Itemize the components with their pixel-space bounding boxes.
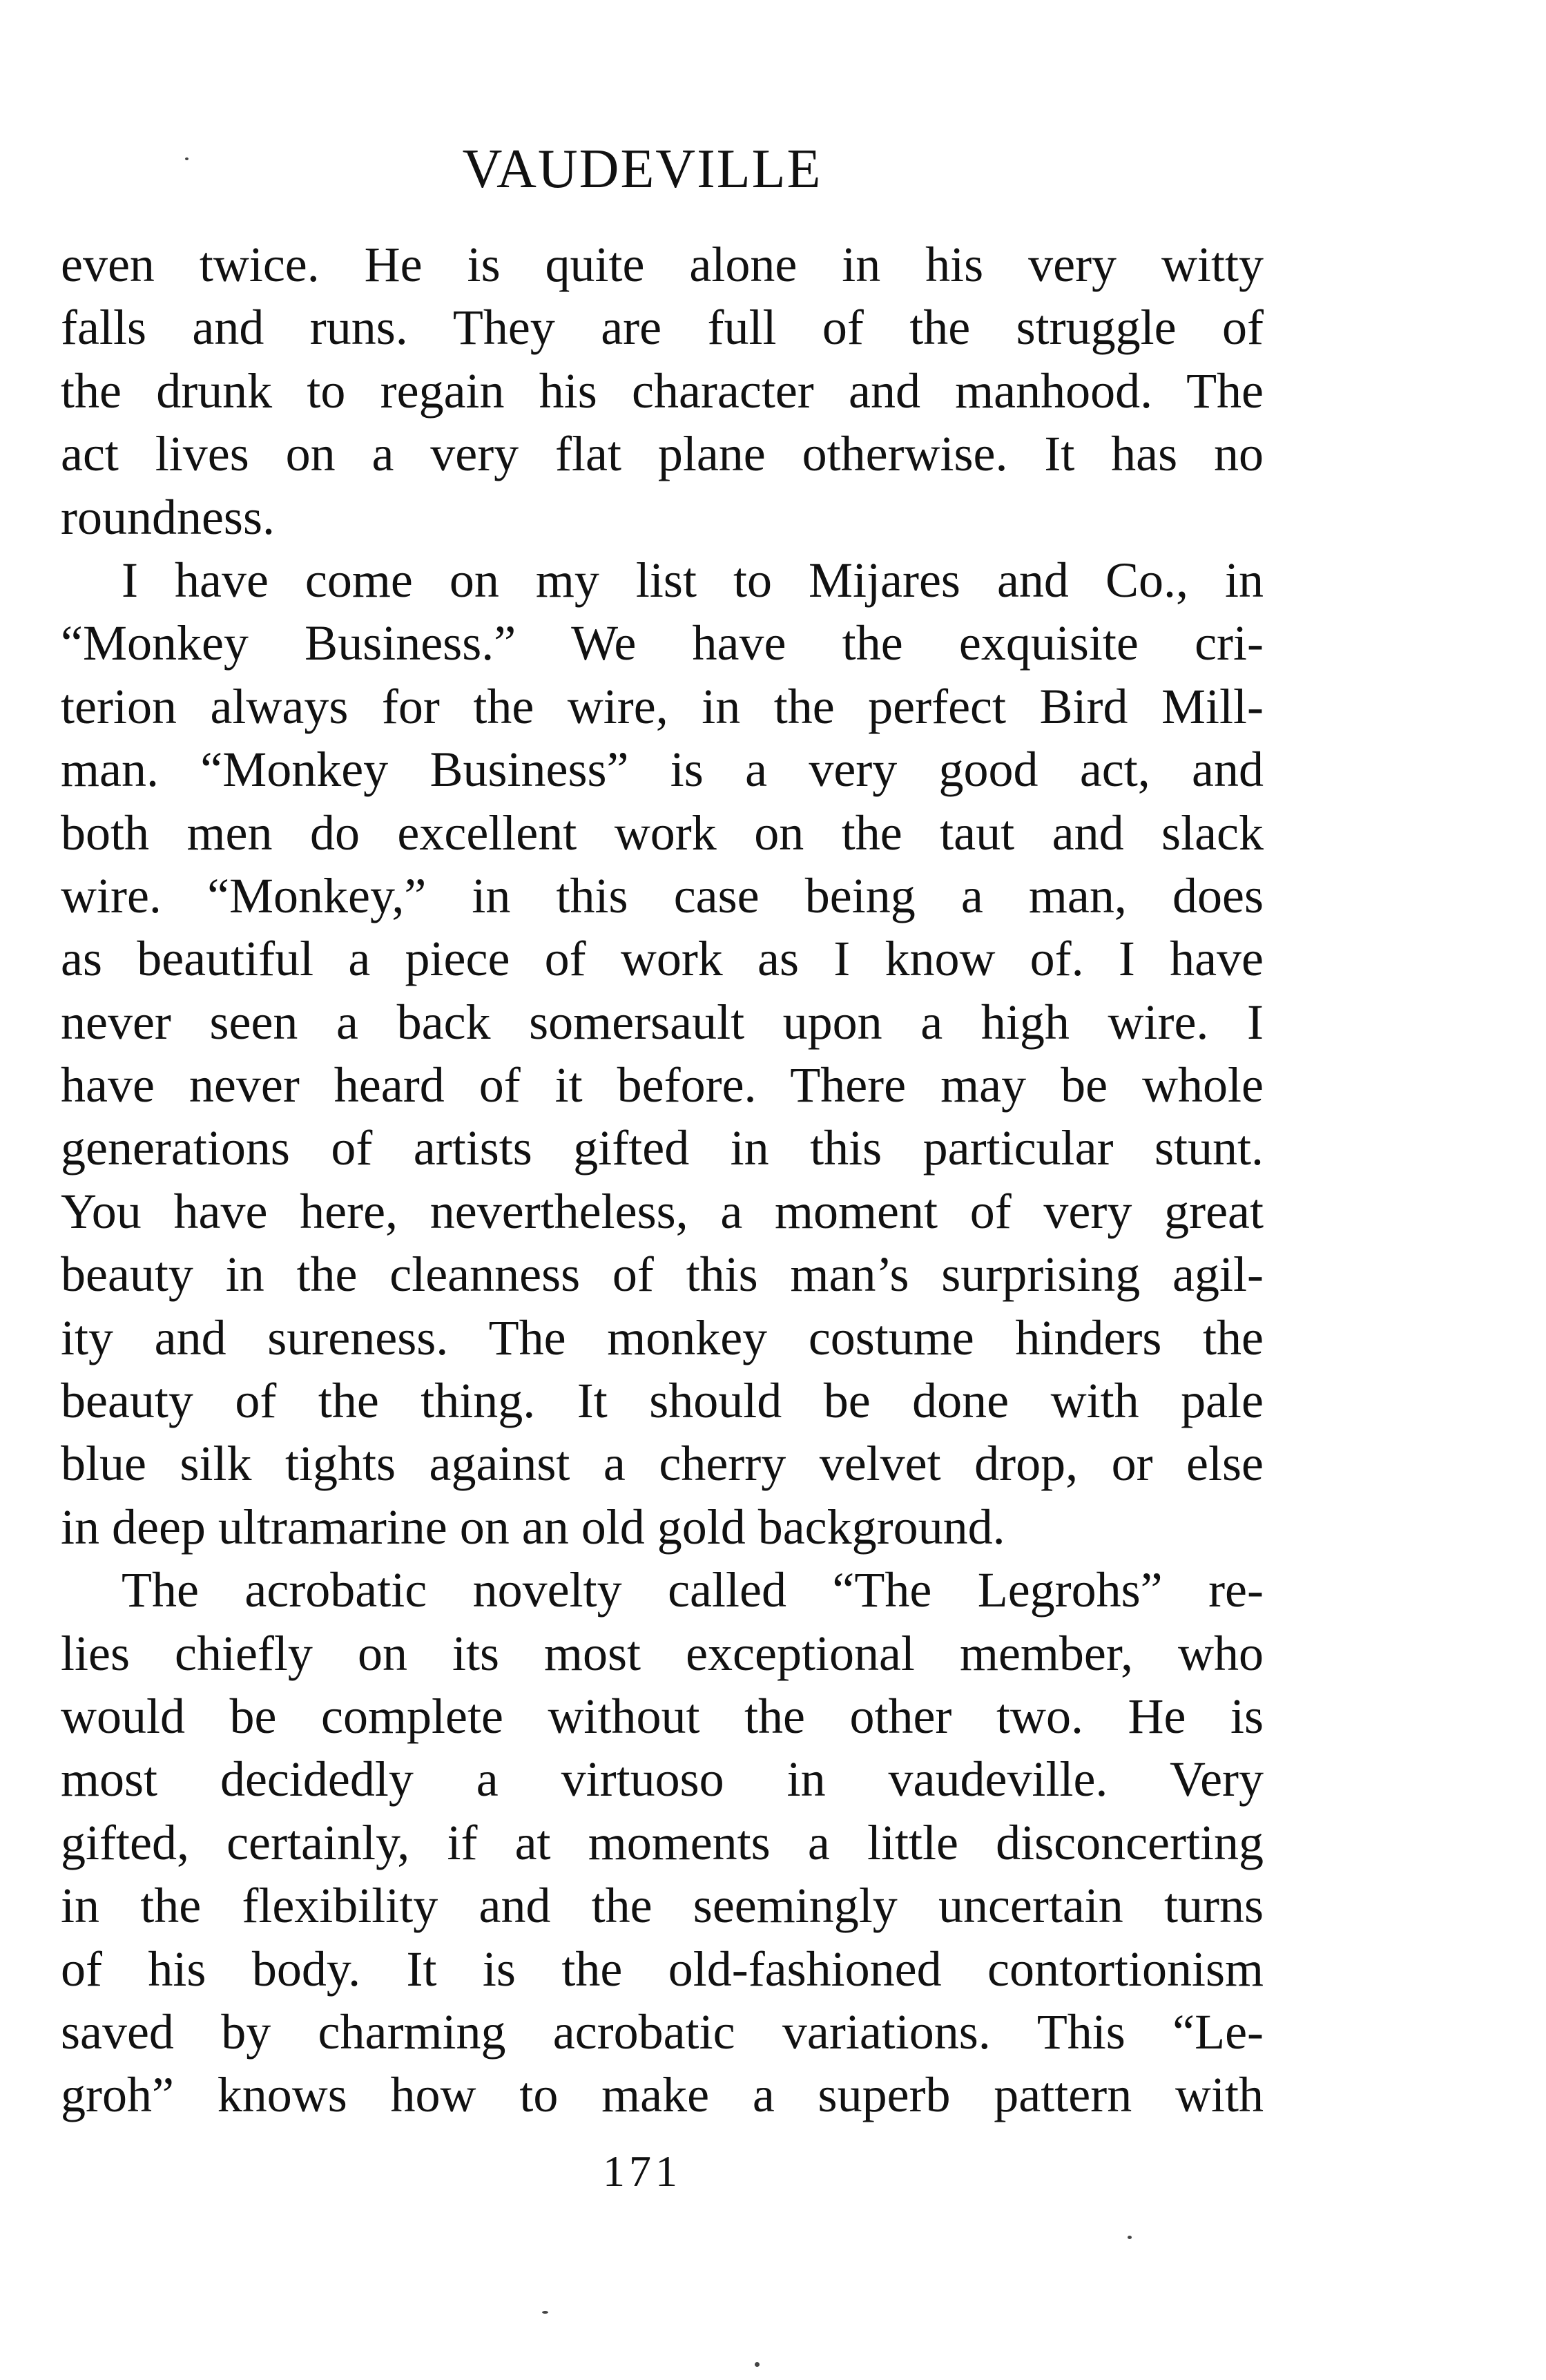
text-line: terion always for the wire, in the perfect Bird Mill- [61, 678, 1264, 734]
text-line: both men do excellent work on the taut and slack [61, 805, 1264, 861]
text-line: ity and sureness. The monkey costume hinders the [61, 1309, 1264, 1365]
text-line: as beautiful a piece of work as I know of. I have [61, 931, 1264, 987]
text-line: act lives on a very flat plane otherwise. It has no [61, 426, 1264, 482]
text-line: falls and runs. They are full of the struggle of [61, 300, 1264, 356]
scan-speck [542, 2311, 548, 2314]
scan-speck [755, 2362, 760, 2367]
text-line: the drunk to regain his character and manhood. The [61, 363, 1264, 419]
text-line: in the flexibility and the seemingly uncertain turns [61, 1878, 1264, 1934]
text-line: roundness. [61, 489, 275, 545]
text-line: generations of artists gifted in this particular stunt. [61, 1120, 1264, 1176]
text-line: of his body. It is the old-fashioned contortionism [61, 1941, 1264, 1997]
scan-speck [185, 157, 189, 160]
text-line: in deep ultramarine on an old gold background. [61, 1499, 1005, 1555]
text-line: gifted, certainly, if at moments a little disconcerting [61, 1814, 1264, 1870]
text-line: groh” knows how to make a superb pattern with [61, 2067, 1264, 2123]
text-line: The acrobatic novelty called “The Legrohs” re- [122, 1562, 1264, 1618]
text-line: man. “Monkey Business” is a very good act, and [61, 742, 1264, 798]
text-line: even twice. He is quite alone in his very witty [61, 237, 1264, 292]
scan-speck [1128, 2236, 1132, 2239]
page-number: 171 [603, 2147, 682, 2196]
text-line: blue silk tights against a cherry velvet drop, or else [61, 1436, 1264, 1492]
text-line: You have here, nevertheless, a moment of very great [61, 1183, 1264, 1239]
text-line: beauty of the thing. It should be done with pale [61, 1373, 1264, 1429]
text-line: “Monkey Business.” We have the exquisite cri- [61, 615, 1264, 671]
text-line: lies chiefly on its most exceptional member, who [61, 1625, 1264, 1681]
text-line: never seen a back somersault upon a high wire. I [61, 994, 1264, 1050]
text-line: have never heard of it before. There may be whole [61, 1057, 1264, 1113]
running-head: VAUDEVILLE [462, 139, 822, 200]
text-line: saved by charming acrobatic variations. This “Le- [61, 2004, 1264, 2060]
text-line: beauty in the cleanness of this man’s surprising agil- [61, 1247, 1264, 1303]
text-line: most decidedly a virtuoso in vaudeville. Very [61, 1752, 1264, 1807]
text-line: wire. “Monkey,” in this case being a man, does [61, 867, 1264, 923]
body-text [61, 233, 1264, 2127]
text-line: would be complete without the other two. He is [61, 1688, 1264, 1744]
text-line: I have come on my list to Mijares and Co., in [122, 552, 1264, 608]
